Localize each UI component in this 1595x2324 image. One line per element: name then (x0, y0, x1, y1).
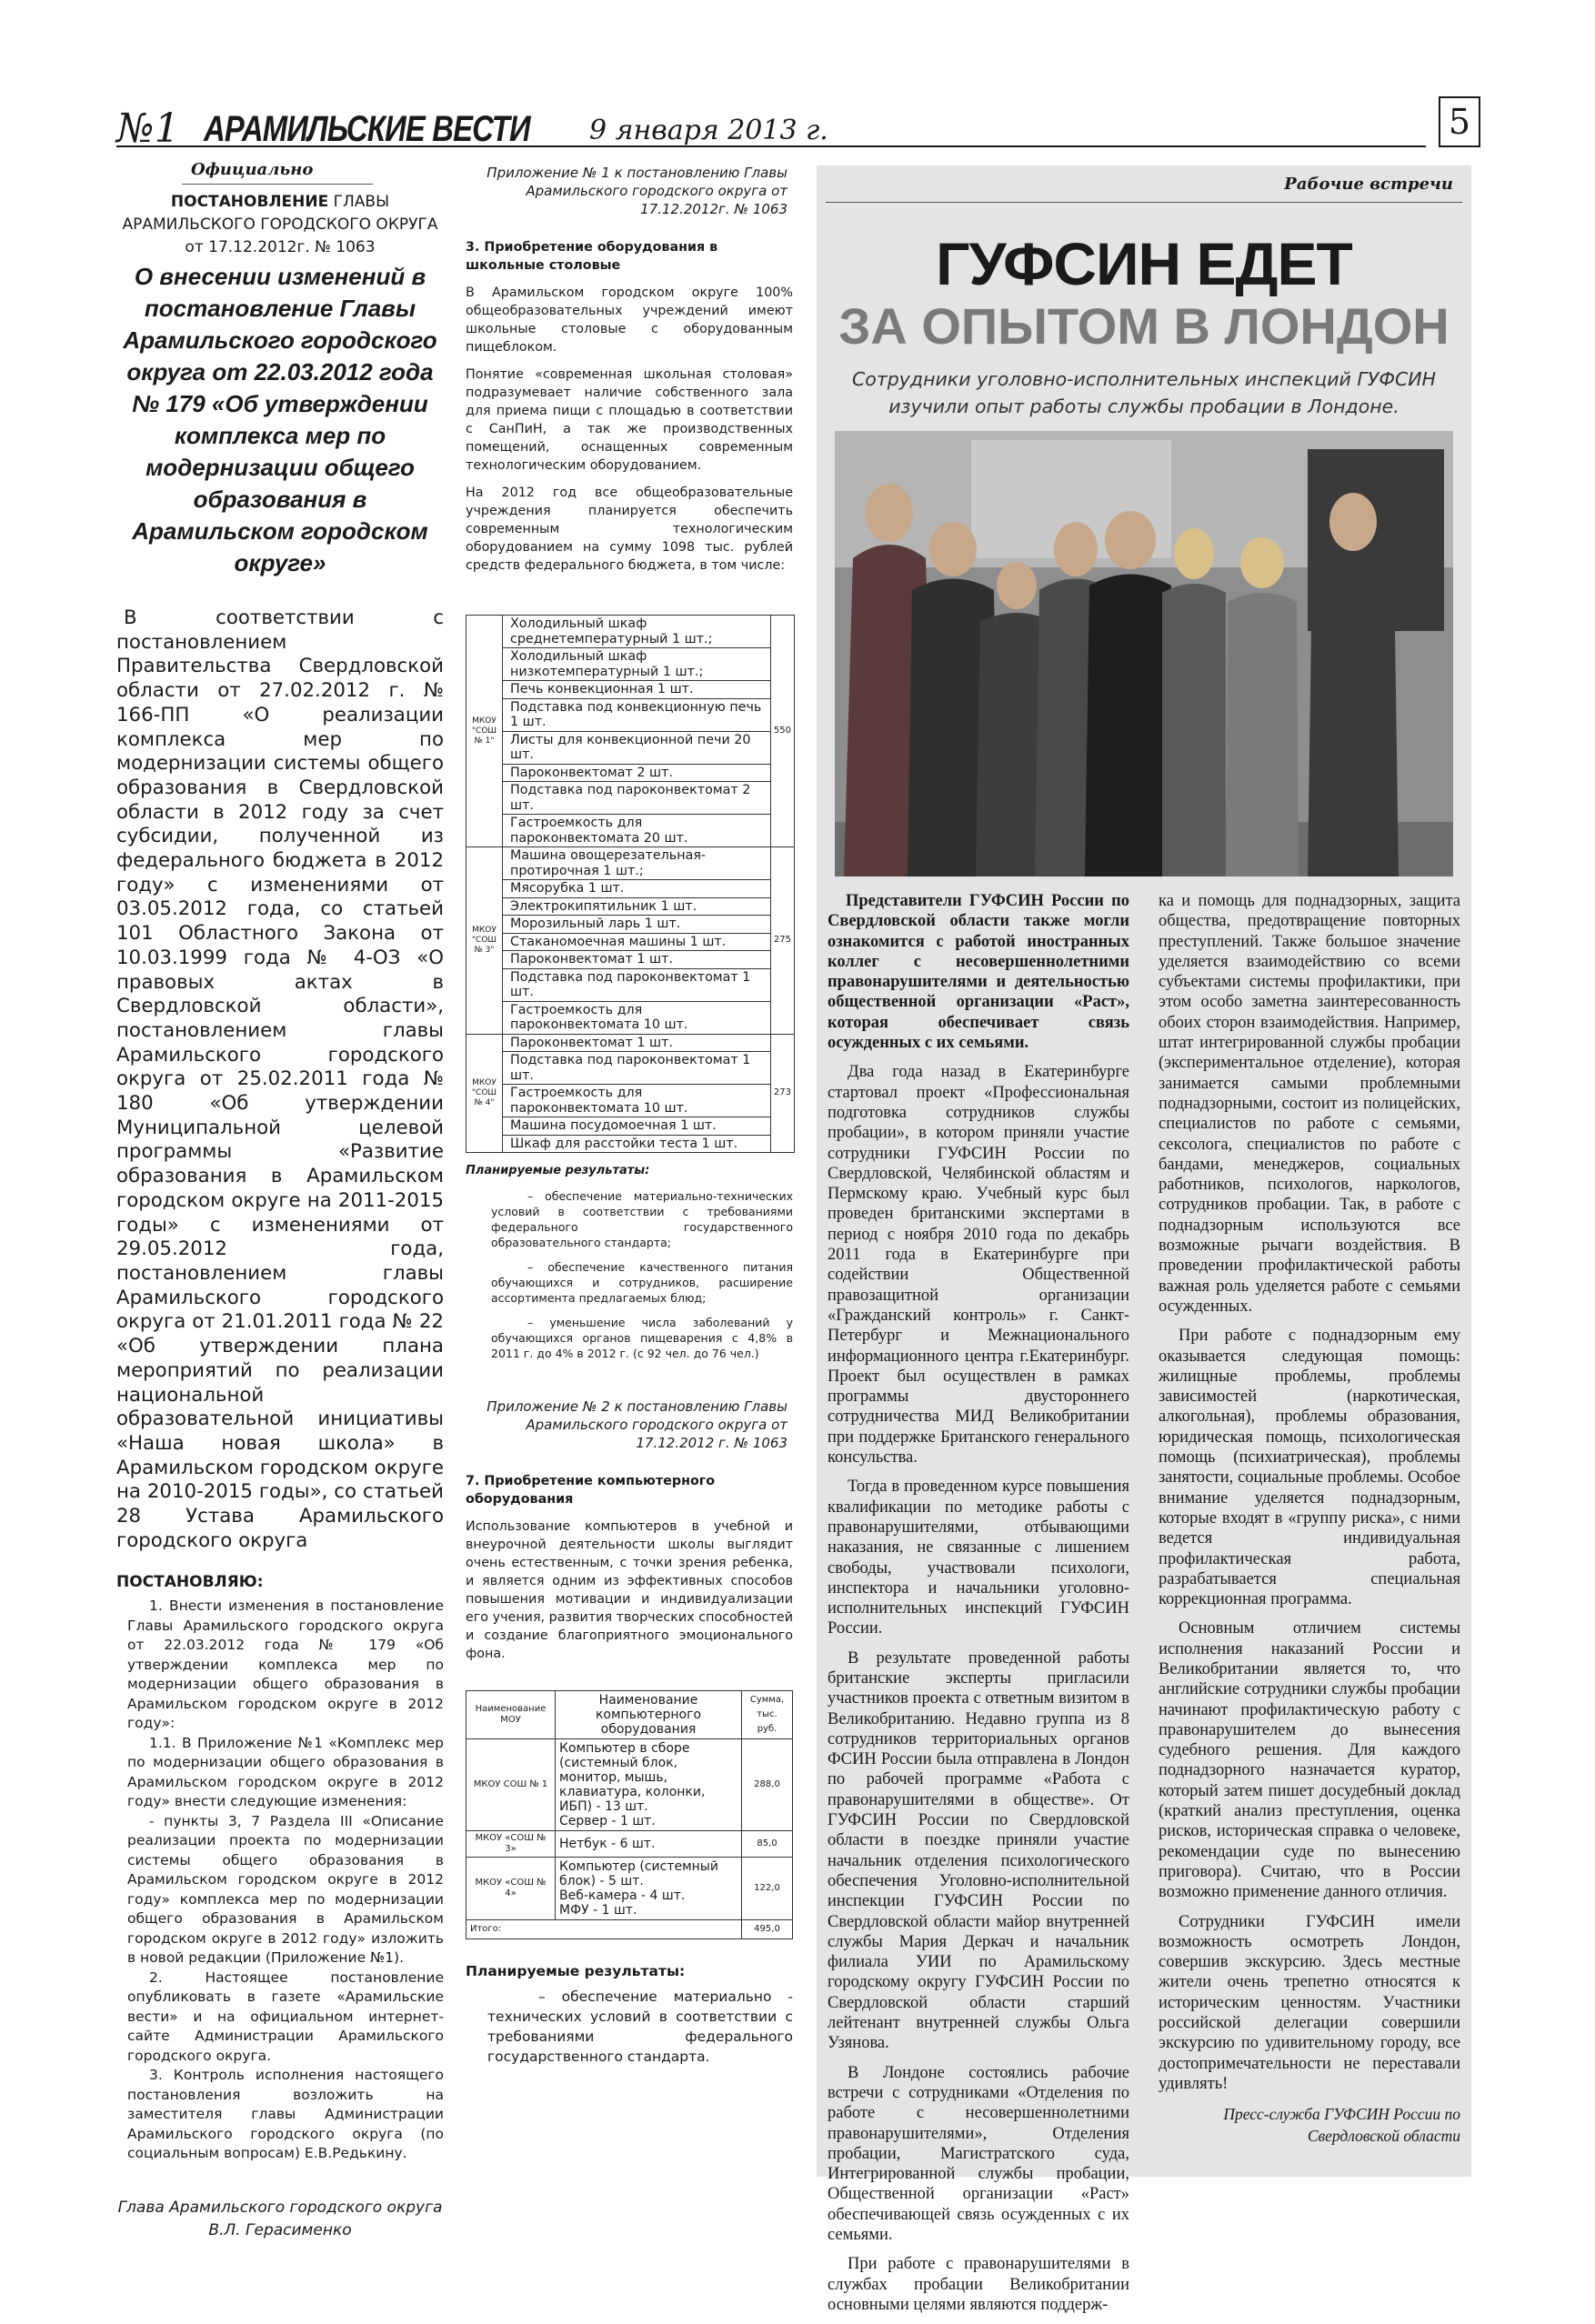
sum-cell: 275 (770, 847, 794, 1035)
sum-cell: 288,0 (742, 1739, 793, 1831)
planned-results-2-heading: Планируемые результаты: (466, 1963, 686, 1979)
article-paragraph: ка и помощь для поднадзорных, защита общества, предотвращение повторных преступлений. Также большое значение уделяется взаимодействию со всеми субъектами системы профилактики, при этом особо заметна заинтересованность обоих сторон взаимодействия. Например, штат интегрированной службы пробации (экспериментальное отделение), которая занимается самыми проблемными поднадзорными, состоит из полицейских, специалистов по работе с семьями, сексолога, специалистов по работе с бандами, менеджеров, социальных работников, психологов, наркологов, сотрудников пробации. Так, в работе с поднадзорным используются все возможные рычаги воздействия. В проведении профилактической работы важная роль уделяется работе с семьями осужденных. (1159, 892, 1460, 1316)
planned-results-list (491, 1188, 793, 1361)
signature: Глава Арамильского городского округа В.Л. Герасименко (117, 2198, 443, 2239)
headline-line-2: ЗА ОПЫТОМ В ЛОНДОН (838, 297, 1450, 355)
group-photo-illustration (835, 431, 1453, 877)
equipment-cell: Подставка под конвекционную печь 1 шт. (503, 698, 771, 731)
sum-cell: 122,0 (742, 1858, 793, 1920)
equipment-line: Компьютер (системный блок) - 5 шт. (559, 1859, 718, 1888)
table-header-cell: Наименование МОУ (466, 1691, 556, 1739)
table-header-cell: Наименование компьютерного оборудования (556, 1691, 742, 1739)
table-row (466, 1831, 793, 1858)
equipment-cell: Гастроемкость для пароконвектомата 20 шт. (503, 815, 771, 847)
table-header-cell: Сумма, тыс. руб. (742, 1691, 793, 1739)
article-paragraph: При работе с поднадзорным ему оказывается следующая помощь: жилищные проблемы, проблемы зависимостей (наркотическая, алкогольная), проблемы образования, юридическая помощь, психологическая помощь (психиатрическая), проблемы занятости, социальные проблемы. Особое внимание уделяется поднадзорным, которые входят в «группу риска», с ними ведется индивидуальная профилактическая работа, разрабатывается специальная коррекционная программа. (1159, 1327, 1460, 1609)
article-intro: Представители ГУФСИН России по Свердловской области также могли ознакомится с работой иностранных коллег с несовершеннолетними правонарушителями и деятельностью общественной организации «Раст», которая обеспечивает связь осужденных с их семьями. (828, 892, 1129, 1053)
equipment-cell: Подставка под пароконвектомат 1 шт. (503, 1052, 771, 1085)
table-row (466, 681, 795, 699)
equipment-cell: Холодильный шкаф низкотемпературный 1 шт.; (503, 648, 771, 681)
article-paragraph: В Лондоне состоялись рабочие встречи с сотрудниками «Отделения по работе с несовершеннолетними правонарушителями», Отделения пробации, Магистратского суда, Интегрированной службы пробации, Общественной организации «Раст» обеспечивающей связь осужденных с их семьями. (828, 2063, 1129, 2244)
equipment-cell: Подставка под пароконвектомат 1 шт. (503, 968, 771, 1001)
school-cell: МКОУ «СОШ № 3» (466, 1831, 556, 1858)
planned-result: – обеспечение материально-технических условий в соответствии с требованиями федерального государственного образовательного стандарта; (491, 1189, 793, 1249)
equipment-cell (556, 1858, 742, 1920)
table-row (466, 1085, 795, 1117)
appendix-1-note: Приложение № 1 к постановлению Главы Арамильского городского округа от 17.12.2012г. № 1063 (487, 165, 787, 217)
table-row (466, 1858, 793, 1920)
planned-results-heading: Планируемые результаты: (466, 1164, 650, 1177)
table-row (466, 782, 795, 815)
equipment-cell: Пароконвектомат 1 шт. (503, 1034, 771, 1052)
equipment-cell: Гастроемкость для пароконвектомата 10 шт. (503, 1001, 771, 1034)
equipment-line: Сервер - 1 шт. (559, 1814, 656, 1828)
article-gufsin (817, 165, 1471, 2314)
rubric-rule (182, 184, 373, 185)
equipment-cell: Подставка под пароконвектомат 2 шт. (503, 782, 771, 815)
resolve-item: 2. Настоящее постановление опубликовать в газете «Арамильские вести» и на официальном интернет-сайте Администрации Арамильского городского округа. (127, 1968, 444, 2064)
table-row (466, 968, 795, 1001)
article-paragraph: Два года назад в Екатеринбурге стартовал проект «Профессиональная подготовка сотрудников службы пробации», в котором приняли участие сотрудники ГУФСИН России по Свердловской, Челябинской областям и Пермскому краю. Учебный курс был проведен британскими экспертами в период с ноября 2010 года по декабрь 2011 года в Екатеринбурге при содействии Общественной правозащитной организации «Гражданский контроль» г. Санкт-Петербург и Межнационального информационного центра г.Екатеринбург. Проект был осуществлен в рамках программы двустороннего сотрудничества МИД Великобритании при поддержке Британского генерального консульства. (828, 1063, 1129, 1468)
section-7-paragraph: Использование компьютеров в учебной и внеурочной деятельности школы выглядит очень естественным, с точки зрения ребенка, и является одним из эффективных способов повышения мотивации и индивидуализации его учения, развития творческих способностей и создание благоприятного эмоционального фона. (466, 1519, 793, 1661)
section-3-paragraph: Понятие «современная школьная столовая» подразумевает наличие собственного зала для приема пищи с площадью в соответствии с СанПиН, а так же производственных помещений, оснащенных современным технологическим оборудованием. (466, 367, 793, 473)
table-row (466, 933, 795, 951)
page-number: 5 (1439, 96, 1480, 147)
table-row (466, 1739, 793, 1831)
table-row (466, 648, 795, 681)
newspaper-title: АРАМИЛЬСКИЕ ВЕСТИ (204, 109, 530, 149)
decree-column (116, 191, 444, 2242)
table-row (466, 916, 795, 934)
equipment-cell: Листы для конвекционной печи 20 шт. (503, 731, 771, 764)
appendix-2-note: Приложение № 2 к постановлению Главы Арамильского городского округа от 17.12.2012 г. № 1063 (487, 1398, 787, 1451)
table-row (466, 880, 795, 898)
equipment-cell (556, 1831, 742, 1858)
computer-equipment-table (466, 1690, 793, 1939)
equipment-cell: Гастроемкость для пароконвектомата 10 шт. (503, 1085, 771, 1117)
table-row (466, 897, 795, 916)
table-header-row (466, 1691, 793, 1739)
decree-issuer: ГЛАВЫ АРАМИЛЬСКОГО ГОРОДСКОГО ОКРУГА от 17.12.2012г. № 1063 (122, 193, 438, 256)
school-cell: МКОУ "СОШ № 3" (466, 847, 503, 1035)
equipment-line: МФУ - 1 шт. (559, 1903, 637, 1918)
table-row (466, 1001, 795, 1034)
issue-date: 9 января 2013 г. (589, 115, 828, 146)
article-paragraph: При работе с правонарушителями в службах пробации Великобритании основными целями являются поддерж- (828, 2255, 1129, 2314)
article-column-left (828, 891, 1129, 2324)
table-row (466, 764, 795, 782)
equipment-cell: Мясорубка 1 шт. (503, 880, 771, 898)
rubric-rule (826, 202, 1462, 203)
sum-cell: 85,0 (742, 1831, 793, 1858)
masthead (116, 102, 1480, 156)
resolve-item: - пункты 3, 7 Раздела III «Описание реализации проекта по модернизации системы общего образования в Арамильском городском округе в 2012 году» комплекса мер по модернизации общего образования в Арамильском городском округе в 2012 году» изложить в новой редакции (Приложение №1). (127, 1812, 444, 1967)
decree-header (116, 191, 444, 259)
table-row (466, 731, 795, 764)
total-label: Итого: (466, 1920, 742, 1939)
school-cell: МКОУ СОШ № 1 (466, 1739, 556, 1831)
rubric-official: Официально (191, 160, 314, 179)
table-row (466, 698, 795, 731)
total-value: 495,0 (742, 1920, 793, 1939)
decree-label: ПОСТАНОВЛЕНИЕ (170, 193, 329, 211)
equipment-cell: Холодильный шкаф среднетемпературный 1 шт.; (503, 616, 771, 648)
group-photo (835, 431, 1453, 877)
resolve-heading: ПОСТАНОВЛЯЮ: (116, 1573, 264, 1592)
section-7-title: 7. Приобретение компьютерного оборудования (466, 1474, 716, 1507)
article-paragraph: Сотрудники ГУФСИН имели возможность осмотреть Лондон, совершив экскурсию. Здесь местные жители очень трепетно относятся к историческим ценностям. Участники российской делегации совершили экскурсию по удивительному городу, все достопримечательности не переставали удивлять! (1159, 1912, 1460, 2093)
equipment-line: Нетбук - 6 шт. (559, 1837, 656, 1851)
equipment-cell: Машина овощерезательная-протирочная 1 шт.; (503, 847, 771, 880)
article-paragraph: Тогда в проведенном курсе повышения квалификации по методике работы с правонарушителями, отбывающими наказания, не связанные с лишением свободы, участвовали психологи, инспектора и начальники уголовно-исполнительных инспекций ГУФСИН России. (828, 1478, 1129, 1638)
decree-preamble: В соответствии с постановлением Правительства Свердловской области от 27.02.2012 г. № 166-ПП «О реализации комплекса мер по модернизации системы общего образования в Свердловской области в 2012 году за счет субсидии, полученной из федерального бюджета в 2012 году» с изменениями от 03.05.2012 года, со статьей 101 Областного Закона от 10.03.1999 года № 4-ОЗ «О правовых актах в Свердловской области», постановлением главы Арамильского городского округа от 25.02.2011 года № 180 «Об утверждении Муниципальной целевой программы «Развитие образования в Арамильском городском округе на 2011-2015 годы» с изменениями от 29.05.2012 года, постановлением главы Арамильского городского округа от 21.01.2011 года № 22 «Об утверждении плана мероприятий по реализации национальной образовательной инициативы «Наша новая школа» в Арамильском городском округе на 2010-2015 годы», со статьей 28 Устава Арамильского городского округа (116, 606, 444, 1552)
resolve-list (116, 1597, 444, 2164)
table-row (466, 815, 795, 847)
canteen-equipment-table (466, 615, 795, 1153)
section-3-title: 3. Приобретение оборудования в школьные столовые (466, 240, 718, 273)
table-row (466, 616, 795, 648)
planned-result: – уменьшение числа заболеваний у обучающихся органов пищеварения с 4,8% в 2011 г. до 4% в 2012 г. (с 92 чел. до 76 чел.) (491, 1316, 793, 1360)
sum-cell: 550 (770, 616, 794, 847)
resolve-item: 3. Контроль исполнения настоящего постановления возложить на заместителя главы Администрации Арамильского городского округа (по социальным вопросам) Е.В.Редькину. (127, 2067, 444, 2162)
equipment-cell: Морозильный ларь 1 шт. (503, 916, 771, 934)
section-3-paragraph: В Арамильском городском округе 100% общеобразовательных учреждений имеют школьные столовые с оборудованным пищеблоком. (466, 285, 793, 355)
equipment-line: Компьютер в сборе (системный блок, монитор, мышь, клавиатура, колонки, ИБП) - 13 шт. (559, 1741, 706, 1814)
planned-result: – обеспечение качественного питания обучающихся и сотрудников, расширение ассортимента предлагаемых блюд; (491, 1260, 793, 1305)
equipment-cell (556, 1739, 742, 1831)
rubric-working-meetings: Рабочие встречи (1284, 175, 1453, 194)
equipment-cell: Пароконвектомат 2 шт. (503, 764, 771, 782)
equipment-cell: Электрокипятильник 1 шт. (503, 897, 771, 916)
section-3-paragraph: На 2012 год все общеобразовательные учреждения планируется обеспечить современным технологическим оборудованием на сумму 1098 тыс. рублей средств федерального бюджета, в том числе: (466, 486, 793, 573)
article-column-right (1159, 891, 1460, 2156)
sum-cell: 273 (770, 1034, 794, 1153)
table-total-row (466, 1920, 793, 1939)
resolve-item: 1. Внести изменения в постановление Главы Арамильского городского округа от 22.03.2012 года № 179 «Об утверждении комплекса мер по модернизации общего образования в Арамильском городском округе в 2012 году»: (127, 1598, 444, 1732)
table-row (466, 1117, 795, 1136)
equipment-cell: Стаканомоечная машины 1 шт. (503, 933, 771, 951)
school-cell: МКОУ "СОШ № 4" (466, 1034, 503, 1153)
planned-results-2 (487, 1987, 793, 2067)
table-row (466, 1052, 795, 1085)
equipment-cell: Печь конвекционная 1 шт. (503, 681, 771, 699)
school-cell: МКОУ "СОШ № 1" (466, 616, 503, 847)
article-paragraph: В результате проведенной работы британские эксперты пригласили участников проекта с ответным визитом в Великобританию. Недавно группа из 8 сотрудников территориальных органов ФСИН России была отправлена в Лондон по рабочей программе «Работа с правонарушителями в обществе». От ГУФСИН России по Свердловской области в поездке приняли участие начальник отделения психологического обеспечения Уголовно-исполнительной инспекции ГУФСИН России по Свердловской области майор внутренней службы Мария Деркач и начальник филиала УИИ по Арамильскому городскому округу ГУФСИН России по Свердловской области старший лейтенант внутренней службы Ольга Узянова. (828, 1648, 1129, 2053)
resolve-item: 1.1. В Приложение №1 «Комплекс мер по модернизации общего образования в Арамильском городском округе в 2012 году» внести следующие изменения: (127, 1734, 444, 1810)
article-lead: Сотрудники уголовно-исполнительных инспекций ГУФСИН изучили опыт работы службы пробации в Лондоне. (851, 368, 1437, 417)
article-paragraph: Основным отличием системы исполнения наказаний России и Великобритании является то, что английские сотрудники службы пробации начинают профилактическую работу с правонарушителем до вынесения судебного решения. Для каждого поднадзорного назначается куратор, который затем пишет досудебный доклад (краткий анализ преступления, оценка рисков, историческая справка о человеке, рекомендации суде по вынесению приговора). Считаю, что в России возможно применение данного отличия. (1159, 1619, 1460, 1902)
equipment-cell: Шкаф для расстойки теста 1 шт. (503, 1135, 771, 1153)
equipment-line: Веб-камера - 4 шт. (559, 1888, 686, 1903)
headline-line-1: ГУФСИН ЕДЕТ (936, 230, 1352, 297)
header-rule (116, 145, 1426, 147)
equipment-cell: Пароконвектомат 1 шт. (503, 951, 771, 969)
table-row (466, 1034, 795, 1052)
table-row (466, 847, 795, 880)
school-cell: МКОУ «СОШ № 4» (466, 1858, 556, 1920)
issue-number: №1 (116, 105, 180, 152)
table-row (466, 951, 795, 969)
article-byline: Пресс-служба ГУФСИН России по Свердловской области (1223, 2105, 1460, 2146)
appendix-column (466, 164, 793, 2067)
table-row (466, 1135, 795, 1153)
planned-result: – обеспечение материально - технических условий в соответствии с требованиями федерального государственного стандарта. (487, 1988, 793, 2065)
decree-title: О внесении изменений в постановление Главы Арамильского городского округа от 22.03.2012 года № 179 «Об утверждении комплекса мер по модернизации общего образования в Арамильском городском округе» (123, 263, 437, 576)
equipment-cell: Машина посудомоечная 1 шт. (503, 1117, 771, 1136)
